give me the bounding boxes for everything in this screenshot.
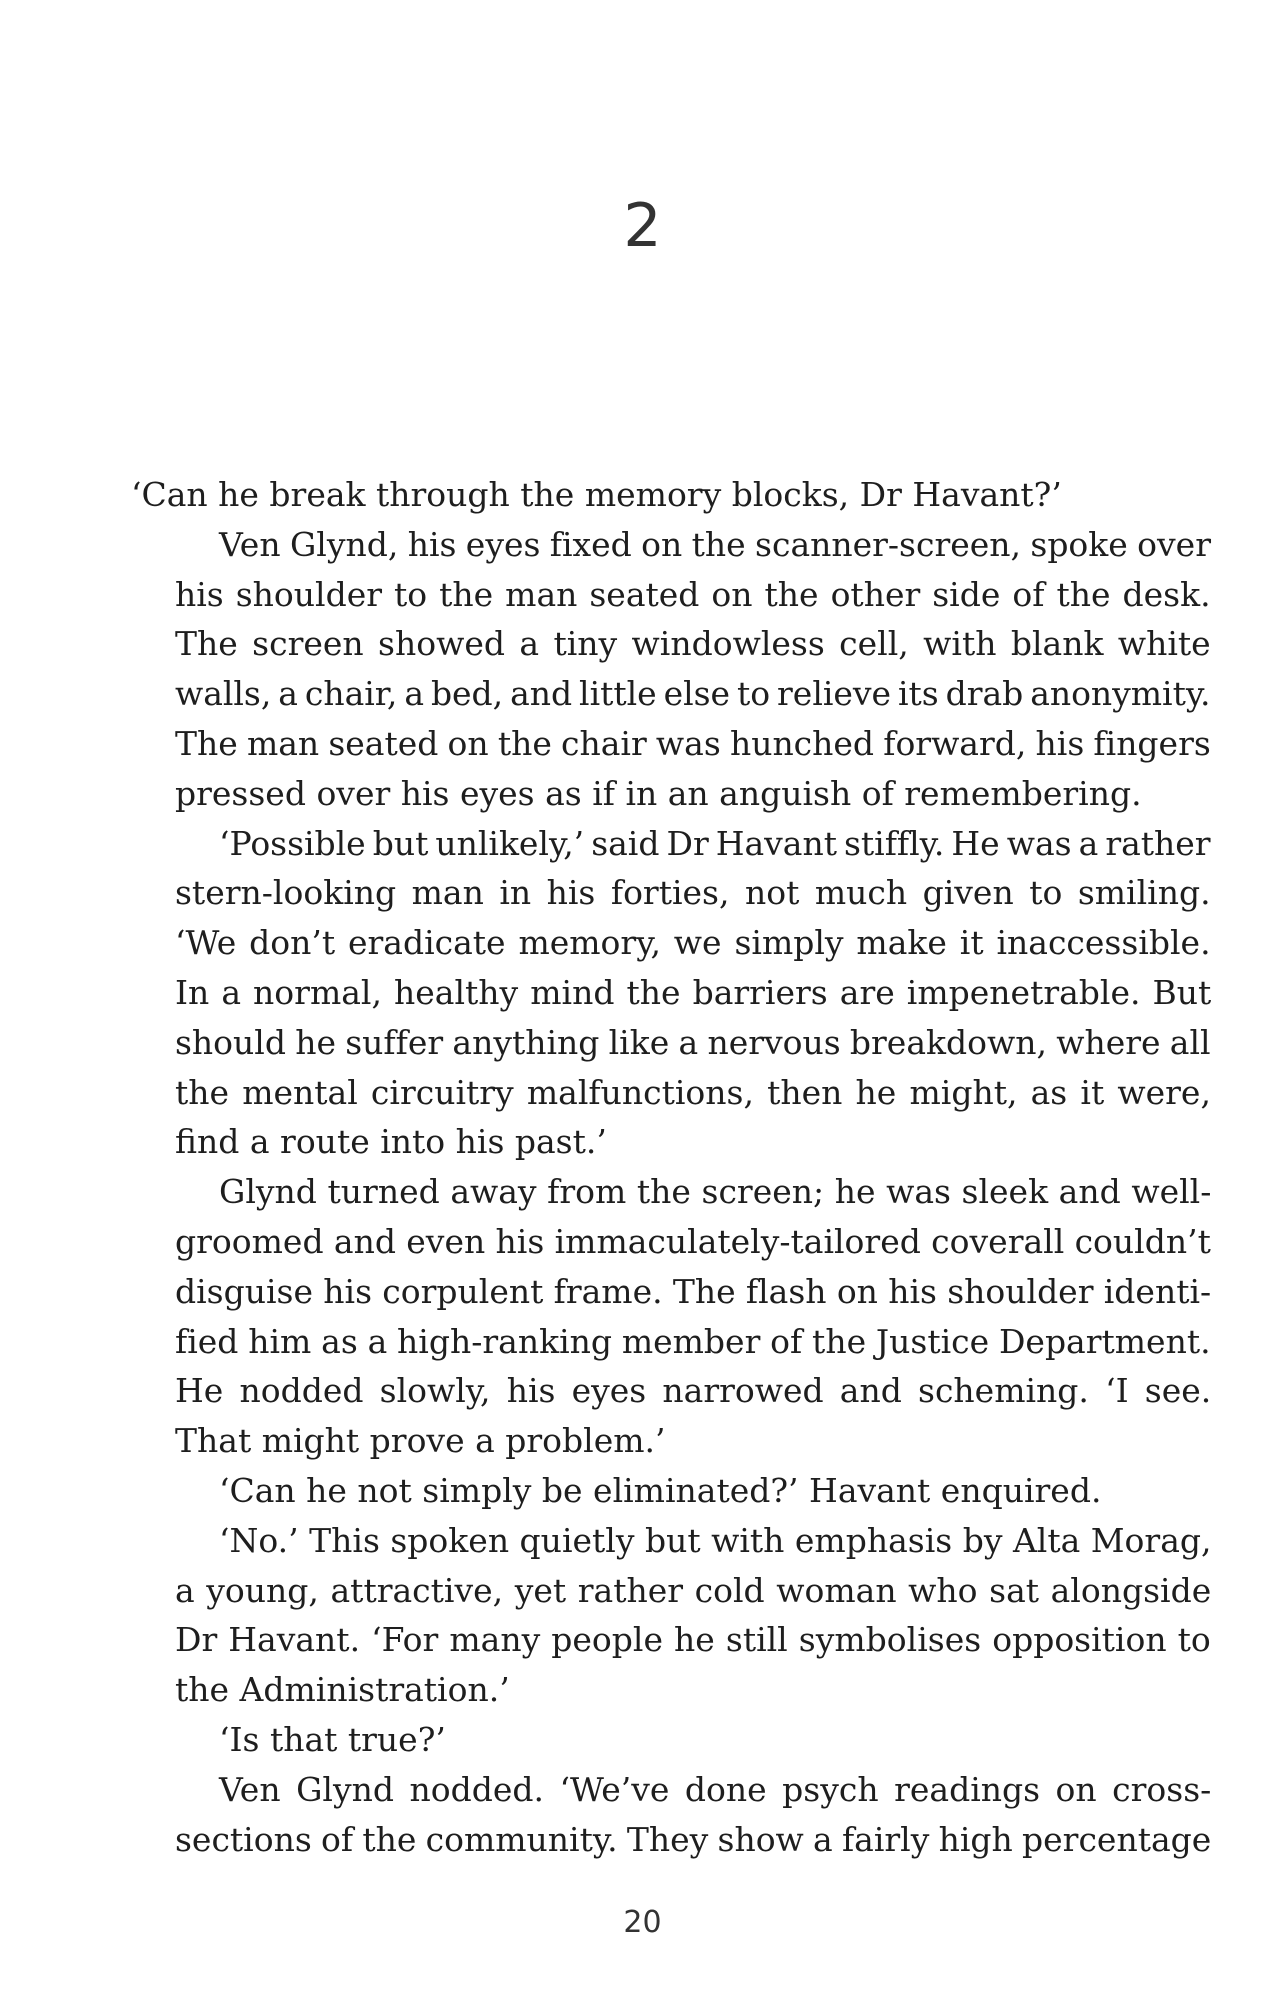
text-line: ‘Can he break through the memory blocks, Dr Havant?’ <box>131 475 1062 514</box>
text-line: In a normal, healthy mind the barriers are impenetrable. But <box>175 972 1212 1012</box>
paragraph <box>131 470 1211 520</box>
text-line: sections of the community. They show a fairly high percentage <box>175 1819 1212 1859</box>
text-line: pressed over his eyes as if in an anguish of remembering. <box>175 773 1142 813</box>
paragraph <box>131 1765 1211 1865</box>
text-line: groomed and even his immaculately-tailored coverall couldn’t <box>175 1221 1211 1261</box>
page-number: 20 <box>623 1905 662 1940</box>
text-line: stern-looking man in his forties, not much given to smiling. <box>175 873 1211 913</box>
paragraph <box>131 1715 1211 1765</box>
text-line: find a route into his past.’ <box>175 1122 607 1162</box>
paragraph <box>131 1516 1211 1715</box>
text-line: the mental circuitry malfunctions, then he might, as it were, <box>175 1072 1211 1112</box>
text-line: the Administration.’ <box>175 1670 510 1710</box>
text-line: ‘Is that true?’ <box>219 1719 446 1759</box>
text-line: ‘Possible but unlikely,’ said Dr Havant stiffly. He was a rather <box>219 823 1211 863</box>
text-line: a young, attractive, yet rather cold woman who sat alongside <box>175 1570 1212 1610</box>
paragraph <box>131 520 1211 819</box>
text-line: The screen showed a tiny windowless cell, with blank white <box>175 624 1211 664</box>
text-line: should he suffer anything like a nervous breakdown, where all <box>175 1022 1211 1062</box>
text-line: Dr Havant. ‘For many people he still symbolises opposition to <box>175 1620 1211 1660</box>
text-line: ‘No.’ This spoken quietly but with emphasis by Alta Morag, <box>219 1520 1212 1560</box>
text-line: Ven Glynd, his eyes fixed on the scanner-screen, spoke over <box>219 524 1211 564</box>
text-line: walls, a chair, a bed, and little else to relieve its drab anonymity. <box>175 674 1211 714</box>
chapter-number: 2 <box>623 191 662 261</box>
text-line: The man seated on the chair was hunched forward, his fingers <box>175 723 1211 763</box>
text-line: He nodded slowly, his eyes narrowed and scheming. ‘I see. <box>175 1371 1212 1411</box>
paragraph <box>131 819 1211 1168</box>
text-line: fied him as a high-ranking member of the Justice Department. <box>175 1321 1211 1361</box>
text-line: Ven Glynd nodded. ‘We’ve done psych readings on cross- <box>219 1769 1212 1809</box>
text-line: his shoulder to the man seated on the other side of the desk. <box>175 574 1211 614</box>
text-line: ‘We don’t eradicate memory, we simply make it inaccessible. <box>175 923 1211 963</box>
text-line: That might prove a problem.’ <box>175 1421 666 1461</box>
text-line: Glynd turned away from the screen; he was sleek and well- <box>219 1172 1212 1212</box>
text-line: disguise his corpulent frame. The flash on his shoulder identi- <box>175 1271 1212 1311</box>
paragraph <box>131 1167 1211 1466</box>
body-text <box>131 470 1211 1864</box>
paragraph <box>131 1466 1211 1516</box>
text-line: ‘Can he not simply be eliminated?’ Havant enquired. <box>219 1470 1102 1510</box>
